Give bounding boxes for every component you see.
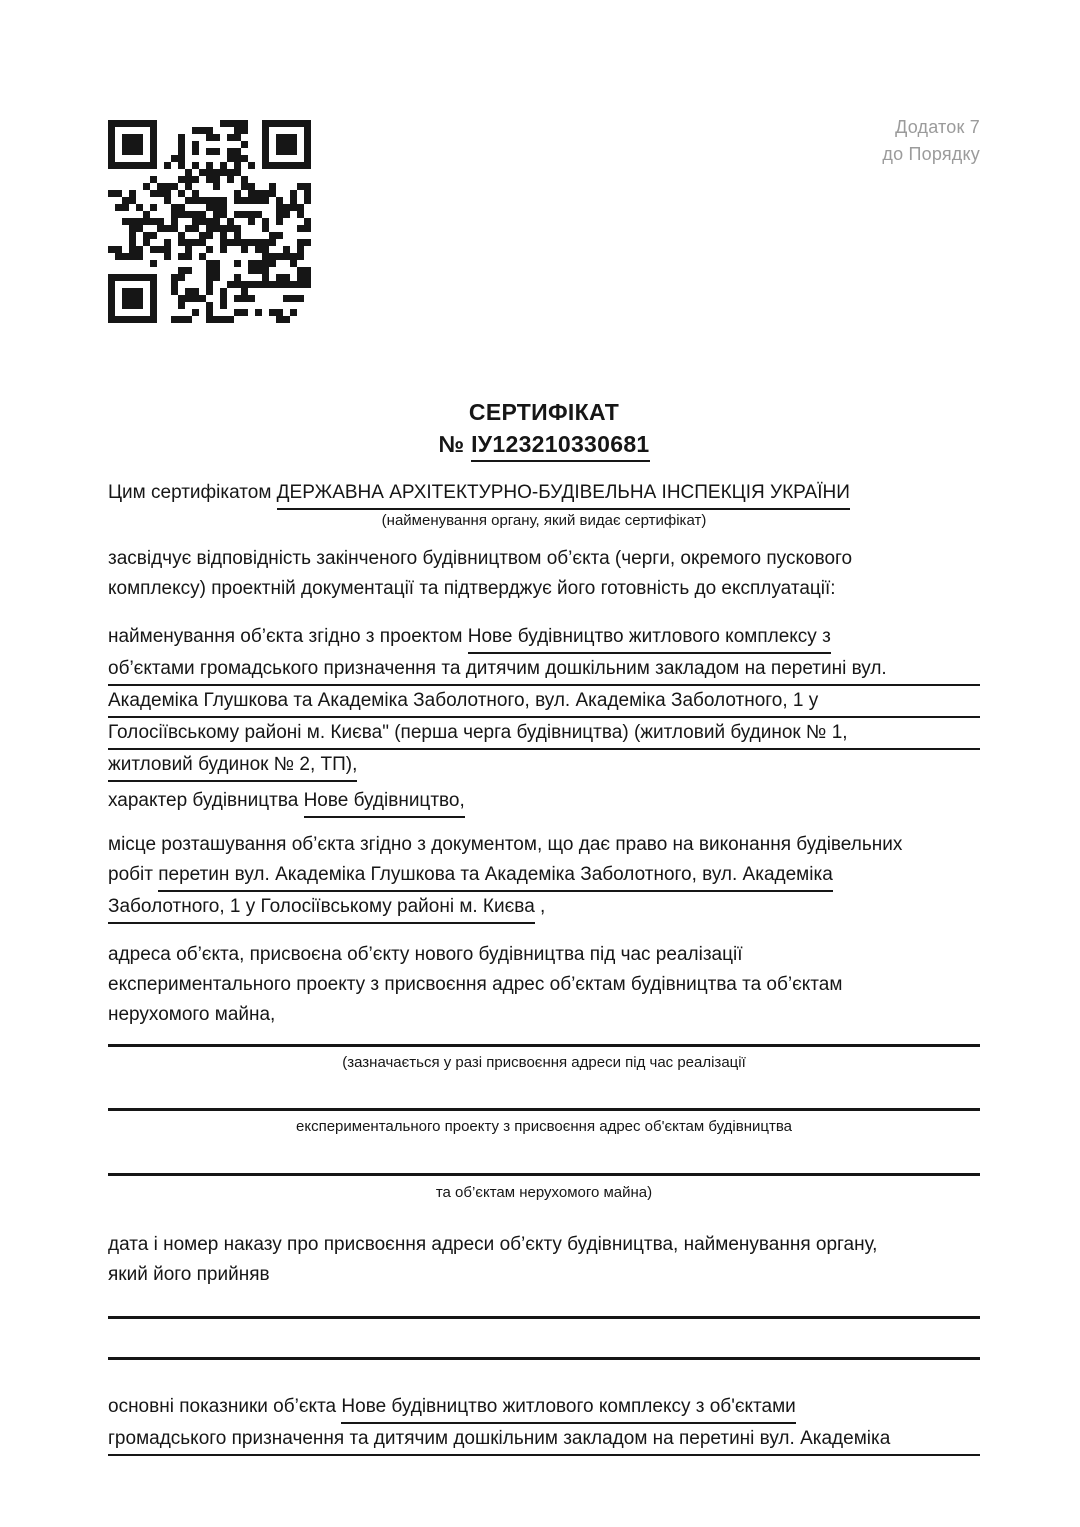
location-line1: місце розташування об’єкта згідно з документом, що дає право на виконання будівельних — [108, 834, 903, 855]
indicators-line1 — [108, 1392, 980, 1424]
object-name-line5: житловий будинок № 2, ТП), — [108, 750, 980, 782]
construction-type-value: Нове будівництво, — [304, 786, 465, 818]
annex-line2: до Порядку — [882, 144, 980, 164]
issuer-caption: (найменування органу, який видає сертифікат) — [381, 512, 707, 529]
address-caption-1: (зазначається у разі присвоєння адреси під час реалізації — [342, 1054, 746, 1071]
annex-line1: Додаток 7 — [895, 117, 980, 137]
page-title: СЕРТИФІКАТ — [468, 399, 620, 425]
construction-type-label: характер будівництва — [108, 790, 304, 811]
construction-type-line — [108, 786, 980, 818]
blank-field-line-3 — [108, 1173, 980, 1176]
issuer-label: Цим сертифікатом — [108, 482, 277, 503]
object-name-value: Нове будівництво житлового комплексу з — [468, 622, 831, 654]
address-caption-3: та об’єктам нерухомого майна) — [435, 1184, 653, 1201]
object-name-line2: об’єктами громадського призначення та дитячим дошкільним закладом на перетині вул. — [108, 654, 980, 686]
indicators-label: основні показники об’єкта — [108, 1396, 342, 1417]
blank-field-line-5 — [108, 1357, 980, 1360]
certifies-paragraph — [108, 544, 980, 604]
indicators-line2: громадського призначення та дитячим дошкільним закладом на перетині вул. Академіка — [108, 1424, 980, 1456]
location-line3: Заболотного, 1 у Голосіївському районі м. Києва , — [108, 892, 980, 924]
address-line3: нерухомого майна, — [108, 1004, 276, 1025]
order-paragraph — [108, 1230, 980, 1290]
address-line1: адреса об’єкта, присвоєна об’єкту нового будівництва під час реалізації — [108, 944, 743, 965]
issuer-line — [108, 478, 980, 510]
order-line2: який його прийняв — [108, 1264, 270, 1285]
qr-code — [108, 120, 311, 323]
location-paragraph — [108, 830, 980, 924]
certifies-line2: комплексу) проектній документації та підтверджує його готовність до експлуатації: — [108, 578, 836, 599]
certificate-number: ІУ123210330681 — [471, 428, 649, 462]
object-name-line4: Голосіївському районі м. Києва" (перша черга будівництва) (житловий будинок № 1, — [108, 718, 980, 750]
blank-field-line-2 — [108, 1108, 980, 1111]
certificate-number-line — [108, 428, 980, 462]
number-prefix: № — [438, 431, 472, 457]
certifies-line1: засвідчує відповідність закінченого будівництвом об’єкта (черги, окремого пускового — [108, 548, 853, 569]
indicators-paragraph — [108, 1392, 980, 1456]
address-caption-2: експериментального проекту з присвоєння адрес об'єктам будівництва — [296, 1118, 792, 1135]
object-name-line3: Академіка Глушкова та Академіка Заболотного, вул. Академіка Заболотного, 1 у — [108, 686, 980, 718]
address-line2: експериментального проекту з присвоєння адрес об’єктам будівництва та об’єктам — [108, 974, 843, 995]
certificate-body — [108, 396, 980, 1456]
annex-header — [882, 114, 980, 168]
location-line2: робіт перетин вул. Академіка Глушкова та Академіка Заболотного, вул. Академіка — [108, 860, 980, 892]
location-value: перетин вул. Академіка Глушкова та Академіка Заболотного, вул. Академіка — [158, 860, 833, 892]
object-name-label: найменування об’єкта згідно з проектом — [108, 626, 468, 647]
blank-field-line-4 — [108, 1316, 980, 1319]
title-block — [108, 396, 980, 462]
object-name-line1 — [108, 622, 980, 654]
blank-field-line-1 — [108, 1044, 980, 1047]
address-paragraph — [108, 940, 980, 1030]
indicators-value: Нове будівництво житлового комплексу з об'єктами — [341, 1392, 795, 1424]
issuer-value: ДЕРЖАВНА АРХІТЕКТУРНО-БУДІВЕЛЬНА ІНСПЕКЦІЯ УКРАЇНИ — [277, 478, 850, 510]
order-line1: дата і номер наказу про присвоєння адреси об’єкту будівництва, найменування органу, — [108, 1234, 878, 1255]
object-name-paragraph — [108, 622, 980, 782]
